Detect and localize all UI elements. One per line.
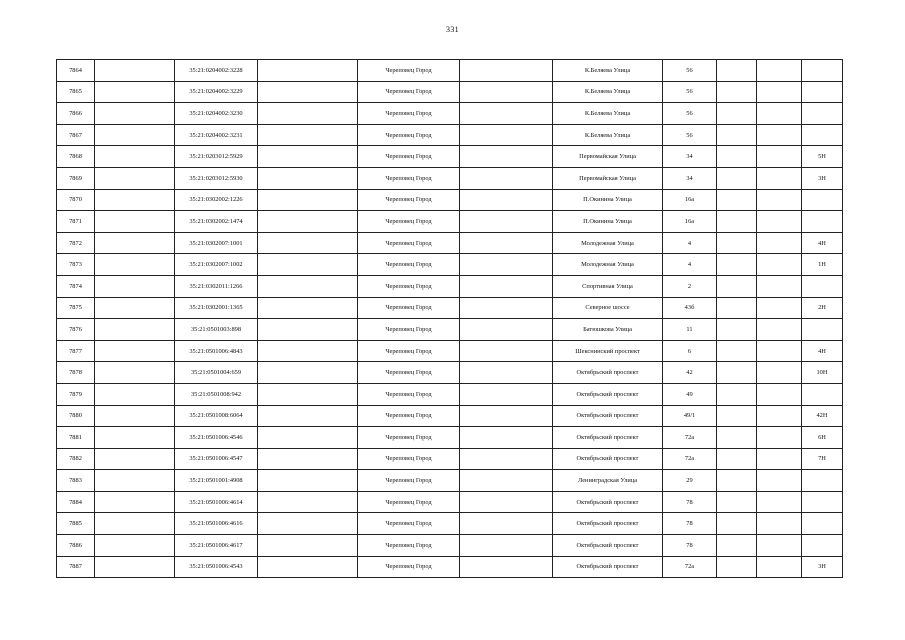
cadastral-number-cell: 35:21:0302002:1226 <box>175 189 258 211</box>
row-number-cell: 7864 <box>57 60 95 82</box>
cadastral-number-cell: 35:21:0302011:1266 <box>175 275 258 297</box>
empty-cell <box>757 535 802 557</box>
empty-cell <box>717 297 757 319</box>
empty-cell <box>258 189 358 211</box>
table-row <box>57 405 843 427</box>
city-cell: Череповец Город <box>358 319 460 341</box>
empty-cell <box>95 491 175 513</box>
room-number-cell <box>802 513 843 535</box>
cadastral-number-cell: 35:21:0501006:4546 <box>175 427 258 449</box>
empty-cell <box>258 124 358 146</box>
empty-cell <box>757 103 802 125</box>
empty-cell <box>258 405 358 427</box>
house-number-cell: 4 <box>663 254 717 276</box>
city-cell: Череповец Город <box>358 81 460 103</box>
house-number-cell: 72а <box>663 448 717 470</box>
row-number-cell: 7881 <box>57 427 95 449</box>
empty-cell <box>460 254 553 276</box>
empty-cell <box>460 535 553 557</box>
room-number-cell: 5Н <box>802 146 843 168</box>
empty-cell <box>95 103 175 125</box>
row-number-cell: 7869 <box>57 167 95 189</box>
cadastral-number-cell: 35:21:0302002:1474 <box>175 211 258 233</box>
city-cell: Череповец Город <box>358 167 460 189</box>
empty-cell <box>717 448 757 470</box>
table-row <box>57 470 843 492</box>
empty-cell <box>717 383 757 405</box>
city-cell: Череповец Город <box>358 470 460 492</box>
empty-cell <box>258 556 358 578</box>
city-cell: Череповец Город <box>358 60 460 82</box>
row-number-cell: 7886 <box>57 535 95 557</box>
empty-cell <box>757 470 802 492</box>
room-number-cell: 2Н <box>802 297 843 319</box>
empty-cell <box>717 556 757 578</box>
empty-cell <box>717 319 757 341</box>
empty-cell <box>757 319 802 341</box>
room-number-cell: 6Н <box>802 427 843 449</box>
room-number-cell <box>802 81 843 103</box>
cadastral-number-cell: 35:21:0204002:3229 <box>175 81 258 103</box>
empty-cell <box>95 275 175 297</box>
house-number-cell: 4 <box>663 232 717 254</box>
table-row <box>57 513 843 535</box>
cadastral-number-cell: 35:21:0204002:3231 <box>175 124 258 146</box>
cadastral-number-cell: 35:21:0501008:6064 <box>175 405 258 427</box>
row-number-cell: 7871 <box>57 211 95 233</box>
empty-cell <box>757 254 802 276</box>
property-registry-table <box>56 59 843 578</box>
cadastral-number-cell: 35:21:0302007:1002 <box>175 254 258 276</box>
empty-cell <box>95 535 175 557</box>
cadastral-number-cell: 35:21:0302007:1001 <box>175 232 258 254</box>
cadastral-number-cell: 35:21:0501001:4908 <box>175 470 258 492</box>
empty-cell <box>757 146 802 168</box>
empty-cell <box>258 103 358 125</box>
empty-cell <box>95 427 175 449</box>
cadastral-number-cell: 35:21:0204002:3228 <box>175 60 258 82</box>
street-cell: Шекснинский проспект <box>553 340 663 362</box>
table-row <box>57 124 843 146</box>
empty-cell <box>95 513 175 535</box>
empty-cell <box>258 513 358 535</box>
table-row <box>57 254 843 276</box>
city-cell: Череповец Город <box>358 448 460 470</box>
house-number-cell: 49/1 <box>663 405 717 427</box>
table-row <box>57 60 843 82</box>
empty-cell <box>258 254 358 276</box>
house-number-cell: 72а <box>663 427 717 449</box>
cadastral-number-cell: 35:21:0501003:898 <box>175 319 258 341</box>
house-number-cell: 34 <box>663 146 717 168</box>
street-cell: Спортивная Улица <box>553 275 663 297</box>
empty-cell <box>460 60 553 82</box>
house-number-cell: 72а <box>663 556 717 578</box>
city-cell: Череповец Город <box>358 405 460 427</box>
empty-cell <box>460 189 553 211</box>
cadastral-number-cell: 35:21:0501006:4547 <box>175 448 258 470</box>
room-number-cell <box>802 103 843 125</box>
empty-cell <box>258 211 358 233</box>
empty-cell <box>460 103 553 125</box>
empty-cell <box>258 275 358 297</box>
cadastral-number-cell: 35:21:0501006:4543 <box>175 556 258 578</box>
empty-cell <box>258 146 358 168</box>
cadastral-number-cell: 35:21:0501008:942 <box>175 383 258 405</box>
empty-cell <box>95 81 175 103</box>
table-row <box>57 103 843 125</box>
room-number-cell <box>802 60 843 82</box>
empty-cell <box>757 167 802 189</box>
street-cell: Октябрьский проспект <box>553 362 663 384</box>
table-row <box>57 275 843 297</box>
street-cell: К.Беляева Улица <box>553 124 663 146</box>
room-number-cell <box>802 124 843 146</box>
cadastral-number-cell: 35:21:0501006:4843 <box>175 340 258 362</box>
empty-cell <box>258 491 358 513</box>
city-cell: Череповец Город <box>358 211 460 233</box>
house-number-cell: 16а <box>663 211 717 233</box>
empty-cell <box>757 448 802 470</box>
street-cell: К.Беляева Улица <box>553 60 663 82</box>
room-number-cell: 7Н <box>802 448 843 470</box>
empty-cell <box>757 60 802 82</box>
empty-cell <box>757 362 802 384</box>
city-cell: Череповец Город <box>358 232 460 254</box>
street-cell: Ленинградская Улица <box>553 470 663 492</box>
empty-cell <box>258 167 358 189</box>
row-number-cell: 7870 <box>57 189 95 211</box>
empty-cell <box>258 427 358 449</box>
empty-cell <box>757 405 802 427</box>
row-number-cell: 7874 <box>57 275 95 297</box>
house-number-cell: 2 <box>663 275 717 297</box>
room-number-cell <box>802 189 843 211</box>
empty-cell <box>757 189 802 211</box>
empty-cell <box>258 297 358 319</box>
empty-cell <box>95 383 175 405</box>
empty-cell <box>95 448 175 470</box>
empty-cell <box>460 362 553 384</box>
street-cell: П.Окинина Улица <box>553 211 663 233</box>
empty-cell <box>460 340 553 362</box>
house-number-cell: 78 <box>663 535 717 557</box>
empty-cell <box>460 124 553 146</box>
empty-cell <box>757 513 802 535</box>
empty-cell <box>717 189 757 211</box>
empty-cell <box>717 513 757 535</box>
street-cell: Октябрьский проспект <box>553 405 663 427</box>
empty-cell <box>95 362 175 384</box>
empty-cell <box>717 146 757 168</box>
empty-cell <box>757 124 802 146</box>
house-number-cell: 56 <box>663 81 717 103</box>
empty-cell <box>757 232 802 254</box>
row-number-cell: 7885 <box>57 513 95 535</box>
city-cell: Череповец Город <box>358 427 460 449</box>
room-number-cell <box>802 211 843 233</box>
empty-cell <box>757 340 802 362</box>
empty-cell <box>258 535 358 557</box>
cadastral-number-cell: 35:21:0501006:4617 <box>175 535 258 557</box>
house-number-cell: 56 <box>663 124 717 146</box>
house-number-cell: 11 <box>663 319 717 341</box>
empty-cell <box>258 448 358 470</box>
empty-cell <box>717 60 757 82</box>
row-number-cell: 7865 <box>57 81 95 103</box>
room-number-cell: 3Н <box>802 556 843 578</box>
empty-cell <box>95 232 175 254</box>
house-number-cell: 29 <box>663 470 717 492</box>
city-cell: Череповец Город <box>358 491 460 513</box>
room-number-cell: 1Н <box>802 254 843 276</box>
table-row <box>57 232 843 254</box>
house-number-cell: 34 <box>663 167 717 189</box>
empty-cell <box>258 60 358 82</box>
table-row <box>57 448 843 470</box>
room-number-cell <box>802 319 843 341</box>
empty-cell <box>717 81 757 103</box>
empty-cell <box>460 448 553 470</box>
empty-cell <box>757 383 802 405</box>
empty-cell <box>258 470 358 492</box>
cadastral-number-cell: 35:21:0501004:659 <box>175 362 258 384</box>
empty-cell <box>460 297 553 319</box>
street-cell: Батюшкова Улица <box>553 319 663 341</box>
cadastral-number-cell: 35:21:0203012:5930 <box>175 167 258 189</box>
empty-cell <box>717 211 757 233</box>
house-number-cell: 16а <box>663 189 717 211</box>
cadastral-number-cell: 35:21:0302001:1365 <box>175 297 258 319</box>
empty-cell <box>95 60 175 82</box>
empty-cell <box>258 383 358 405</box>
empty-cell <box>717 124 757 146</box>
empty-cell <box>717 362 757 384</box>
empty-cell <box>717 340 757 362</box>
street-cell: Молодежная Улица <box>553 232 663 254</box>
city-cell: Череповец Город <box>358 124 460 146</box>
table-row <box>57 297 843 319</box>
empty-cell <box>717 427 757 449</box>
street-cell: Первомайская Улица <box>553 146 663 168</box>
row-number-cell: 7887 <box>57 556 95 578</box>
cadastral-number-cell: 35:21:0501006:4616 <box>175 513 258 535</box>
city-cell: Череповец Город <box>358 103 460 125</box>
city-cell: Череповец Город <box>358 383 460 405</box>
table-row <box>57 211 843 233</box>
room-number-cell <box>802 470 843 492</box>
empty-cell <box>258 362 358 384</box>
registry-table-body <box>57 60 843 578</box>
empty-cell <box>95 470 175 492</box>
page-number: 331 <box>446 25 459 34</box>
row-number-cell: 7867 <box>57 124 95 146</box>
empty-cell <box>717 232 757 254</box>
street-cell: Октябрьский проспект <box>553 513 663 535</box>
empty-cell <box>717 470 757 492</box>
table-row <box>57 319 843 341</box>
house-number-cell: 49 <box>663 383 717 405</box>
row-number-cell: 7868 <box>57 146 95 168</box>
empty-cell <box>717 535 757 557</box>
house-number-cell: 56 <box>663 103 717 125</box>
street-cell: Октябрьский проспект <box>553 427 663 449</box>
street-cell: Октябрьский проспект <box>553 491 663 513</box>
row-number-cell: 7875 <box>57 297 95 319</box>
cadastral-number-cell: 35:21:0203012:5929 <box>175 146 258 168</box>
empty-cell <box>717 405 757 427</box>
empty-cell <box>95 254 175 276</box>
empty-cell <box>757 211 802 233</box>
empty-cell <box>258 319 358 341</box>
empty-cell <box>95 319 175 341</box>
empty-cell <box>460 427 553 449</box>
table-row <box>57 340 843 362</box>
empty-cell <box>717 254 757 276</box>
empty-cell <box>460 167 553 189</box>
row-number-cell: 7877 <box>57 340 95 362</box>
room-number-cell <box>802 491 843 513</box>
street-cell: Октябрьский проспект <box>553 556 663 578</box>
street-cell: Северное шоссе <box>553 297 663 319</box>
row-number-cell: 7882 <box>57 448 95 470</box>
empty-cell <box>95 405 175 427</box>
empty-cell <box>460 491 553 513</box>
empty-cell <box>460 81 553 103</box>
table-row <box>57 491 843 513</box>
table-row <box>57 146 843 168</box>
house-number-cell: 78 <box>663 513 717 535</box>
city-cell: Череповец Город <box>358 513 460 535</box>
city-cell: Череповец Город <box>358 535 460 557</box>
empty-cell <box>460 232 553 254</box>
room-number-cell: 10Н <box>802 362 843 384</box>
row-number-cell: 7872 <box>57 232 95 254</box>
empty-cell <box>717 275 757 297</box>
table-row <box>57 189 843 211</box>
empty-cell <box>95 556 175 578</box>
empty-cell <box>95 167 175 189</box>
cadastral-number-cell: 35:21:0501006:4614 <box>175 491 258 513</box>
room-number-cell: 4Н <box>802 340 843 362</box>
street-cell: Молодежная Улица <box>553 254 663 276</box>
empty-cell <box>717 167 757 189</box>
room-number-cell: 42Н <box>802 405 843 427</box>
row-number-cell: 7884 <box>57 491 95 513</box>
house-number-cell: 42 <box>663 362 717 384</box>
house-number-cell: 56 <box>663 60 717 82</box>
street-cell: Октябрьский проспект <box>553 448 663 470</box>
row-number-cell: 7876 <box>57 319 95 341</box>
city-cell: Череповец Город <box>358 146 460 168</box>
city-cell: Череповец Город <box>358 297 460 319</box>
city-cell: Череповец Город <box>358 340 460 362</box>
empty-cell <box>258 340 358 362</box>
room-number-cell <box>802 275 843 297</box>
empty-cell <box>757 81 802 103</box>
table-row <box>57 556 843 578</box>
empty-cell <box>95 211 175 233</box>
street-cell: П.Окинина Улица <box>553 189 663 211</box>
empty-cell <box>757 556 802 578</box>
city-cell: Череповец Город <box>358 254 460 276</box>
empty-cell <box>460 405 553 427</box>
empty-cell <box>460 146 553 168</box>
row-number-cell: 7880 <box>57 405 95 427</box>
empty-cell <box>757 491 802 513</box>
cadastral-number-cell: 35:21:0204002:3230 <box>175 103 258 125</box>
empty-cell <box>460 319 553 341</box>
city-cell: Череповец Город <box>358 275 460 297</box>
row-number-cell: 7878 <box>57 362 95 384</box>
table-row <box>57 167 843 189</box>
street-cell: К.Беляева Улица <box>553 103 663 125</box>
city-cell: Череповец Город <box>358 189 460 211</box>
empty-cell <box>95 340 175 362</box>
room-number-cell <box>802 535 843 557</box>
empty-cell <box>258 81 358 103</box>
row-number-cell: 7879 <box>57 383 95 405</box>
street-cell: Октябрьский проспект <box>553 535 663 557</box>
city-cell: Череповец Город <box>358 556 460 578</box>
empty-cell <box>95 124 175 146</box>
empty-cell <box>258 232 358 254</box>
room-number-cell: 4Н <box>802 232 843 254</box>
street-cell: К.Беляева Улица <box>553 81 663 103</box>
table-row <box>57 362 843 384</box>
house-number-cell: 6 <box>663 340 717 362</box>
empty-cell <box>460 556 553 578</box>
street-cell: Октябрьский проспект <box>553 383 663 405</box>
empty-cell <box>460 275 553 297</box>
row-number-cell: 7883 <box>57 470 95 492</box>
empty-cell <box>717 103 757 125</box>
empty-cell <box>95 297 175 319</box>
house-number-cell: 43б <box>663 297 717 319</box>
house-number-cell: 78 <box>663 491 717 513</box>
city-cell: Череповец Город <box>358 362 460 384</box>
table-row <box>57 427 843 449</box>
empty-cell <box>460 470 553 492</box>
row-number-cell: 7866 <box>57 103 95 125</box>
empty-cell <box>757 427 802 449</box>
empty-cell <box>95 189 175 211</box>
empty-cell <box>460 383 553 405</box>
empty-cell <box>95 146 175 168</box>
empty-cell <box>717 491 757 513</box>
empty-cell <box>757 275 802 297</box>
empty-cell <box>460 513 553 535</box>
table-row <box>57 535 843 557</box>
room-number-cell <box>802 383 843 405</box>
empty-cell <box>757 297 802 319</box>
empty-cell <box>460 211 553 233</box>
row-number-cell: 7873 <box>57 254 95 276</box>
table-row <box>57 383 843 405</box>
street-cell: Первомайская Улица <box>553 167 663 189</box>
table-row <box>57 81 843 103</box>
room-number-cell: 3Н <box>802 167 843 189</box>
